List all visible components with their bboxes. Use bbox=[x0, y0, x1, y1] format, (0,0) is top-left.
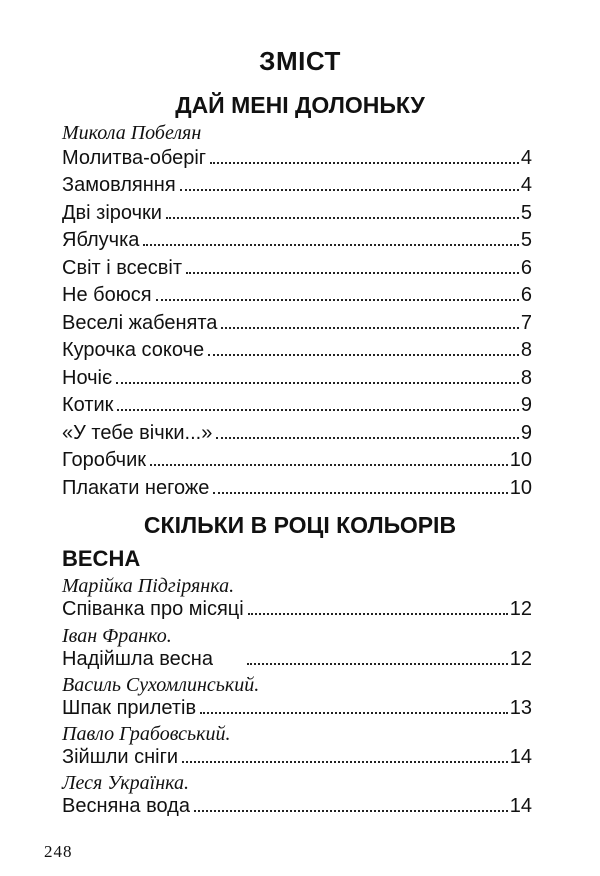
toc-entry-page: 4 bbox=[520, 174, 532, 196]
author: Марійка Підгірянка. bbox=[62, 575, 235, 597]
toc-entry-title: Шпак прилетів bbox=[62, 697, 197, 719]
toc-entry-title: «У тебе вічки...» bbox=[62, 422, 213, 444]
toc-leader bbox=[180, 189, 519, 191]
toc-entry-title: Веселі жабенята bbox=[62, 312, 218, 334]
toc-entry[interactable] bbox=[62, 254, 532, 280]
section-title: ДАЙ МЕНІ ДОЛОНЬКУ bbox=[175, 92, 425, 118]
toc-entry[interactable] bbox=[62, 792, 532, 818]
toc-entry-page: 8 bbox=[520, 339, 532, 361]
toc-entry-title: Молитва-оберіг bbox=[62, 147, 207, 169]
toc-entry-page: 5 bbox=[520, 202, 532, 224]
toc-entry[interactable] bbox=[62, 336, 532, 362]
toc-entry-page: 6 bbox=[520, 257, 532, 279]
toc-entry-page: 10 bbox=[509, 449, 532, 471]
toc-entry-title: Замовляння bbox=[62, 174, 176, 196]
toc-entry-page: 12 bbox=[509, 648, 532, 670]
toc-entry-page: 8 bbox=[520, 367, 532, 389]
toc-leader bbox=[208, 354, 519, 356]
toc-entry-title: Дві зірочки bbox=[62, 202, 162, 224]
toc-entry-page: 12 bbox=[509, 598, 532, 620]
author: Микола Побелян bbox=[62, 122, 202, 144]
toc-leader bbox=[194, 810, 508, 812]
toc-entry[interactable] bbox=[62, 391, 532, 417]
toc-entry-page: 10 bbox=[509, 477, 532, 499]
toc-leader bbox=[186, 272, 519, 274]
toc-leader bbox=[150, 464, 508, 466]
section-title: СКІЛЬКИ В РОЦІ КОЛЬОРІВ bbox=[143, 512, 457, 538]
toc-entry-title: Ночіє bbox=[62, 367, 113, 389]
toc-entry-title: Плакати негоже bbox=[62, 477, 210, 499]
toc-entry-title: Надійшла весна bbox=[62, 648, 213, 670]
toc-leader bbox=[166, 217, 519, 219]
toc-entry-page: 13 bbox=[509, 697, 532, 719]
toc-entry-page: 14 bbox=[509, 746, 532, 768]
subsection-title: ВЕСНА bbox=[62, 546, 141, 571]
toc-entry-page: 5 bbox=[520, 229, 532, 251]
author: Іван Франко. bbox=[62, 625, 172, 647]
author: Леся Українка. bbox=[62, 772, 189, 794]
page-number: 248 bbox=[44, 842, 73, 861]
toc-entry-page: 7 bbox=[520, 312, 532, 334]
toc-entry[interactable] bbox=[62, 595, 532, 621]
toc-entry-page: 6 bbox=[520, 284, 532, 306]
page-title: ЗМІСТ bbox=[259, 46, 341, 76]
toc-entry-title: Зійшли сніги bbox=[62, 746, 179, 768]
author: Павло Грабовський. bbox=[62, 723, 231, 745]
toc-entry-page: 9 bbox=[520, 394, 532, 416]
toc-entry[interactable] bbox=[62, 694, 532, 720]
toc-leader bbox=[248, 613, 508, 615]
toc-leader bbox=[143, 244, 518, 246]
toc-leader bbox=[213, 492, 507, 494]
toc-entry[interactable] bbox=[62, 281, 532, 307]
toc-entry-title: Весняна вода bbox=[62, 795, 190, 817]
toc-entry[interactable] bbox=[62, 364, 532, 390]
toc-entry[interactable] bbox=[62, 446, 532, 472]
toc-entry-title: Співанка про місяці bbox=[62, 598, 244, 620]
toc-entry-title: Не боюся bbox=[62, 284, 152, 306]
toc-entry-page: 9 bbox=[520, 422, 532, 444]
toc-entry[interactable] bbox=[62, 226, 532, 252]
toc-leader bbox=[216, 437, 519, 439]
toc-leader bbox=[182, 761, 508, 763]
toc-entry-page: 14 bbox=[509, 795, 532, 817]
toc-entry-title: Курочка сокоче bbox=[62, 339, 205, 361]
toc-entry-title: Яблучка bbox=[62, 229, 140, 251]
toc-entry[interactable] bbox=[62, 743, 532, 769]
toc-leader bbox=[116, 382, 519, 384]
toc-leader bbox=[117, 409, 518, 411]
toc-entry[interactable] bbox=[62, 419, 532, 445]
toc-entry-title: Горобчик bbox=[62, 449, 146, 471]
toc-entry-title: Світ і всесвіт bbox=[62, 257, 182, 279]
toc-entry-page: 4 bbox=[520, 147, 532, 169]
toc-entry[interactable] bbox=[62, 645, 532, 671]
toc-leader bbox=[156, 299, 519, 301]
toc-entry[interactable] bbox=[62, 144, 532, 170]
toc-entry[interactable] bbox=[62, 171, 532, 197]
toc-leader bbox=[200, 712, 508, 714]
toc-entry[interactable] bbox=[62, 474, 532, 500]
toc-entry[interactable] bbox=[62, 199, 532, 225]
toc-entry-title: Котик bbox=[62, 394, 114, 416]
toc-leader bbox=[247, 663, 508, 665]
toc-leader bbox=[221, 327, 518, 329]
author: Василь Сухомлинський. bbox=[62, 674, 260, 696]
toc-leader bbox=[210, 162, 519, 164]
toc-entry[interactable] bbox=[62, 309, 532, 335]
